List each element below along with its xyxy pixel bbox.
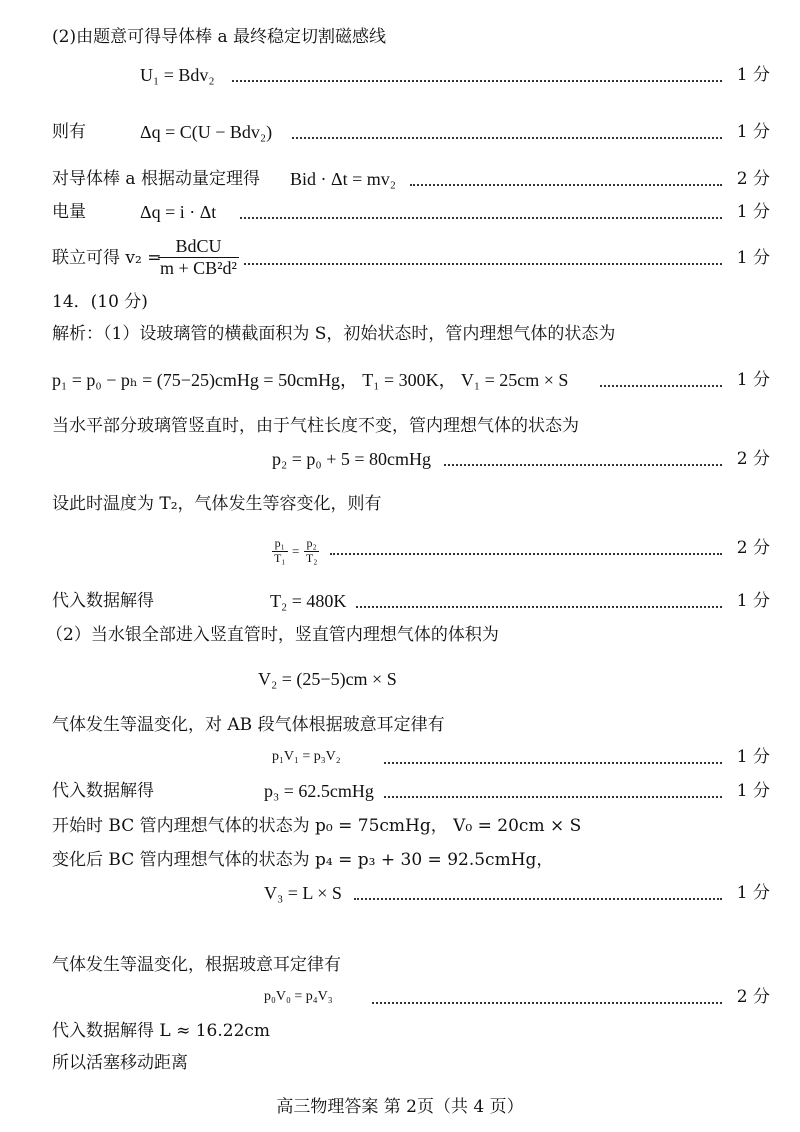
fraction-numerator: BdCU xyxy=(158,236,239,258)
text-line xyxy=(0,710,800,740)
equation-line xyxy=(0,776,800,806)
formula: V₂ = (25−5)cm × S xyxy=(258,669,397,689)
dotted-leader xyxy=(600,385,722,387)
fraction-denominator: T₂ xyxy=(305,550,318,565)
line-label: 则有 xyxy=(52,122,86,142)
line-text: 当水平部分玻璃管竖直时，由于气柱长度不变，管内理想气体的状态为 xyxy=(52,416,579,436)
line-label: 联立可得 v₂ = xyxy=(52,248,162,268)
line-label: 对导体棒 a 根据动量定理得 xyxy=(52,169,260,189)
text-line xyxy=(0,411,800,441)
line-label: 代入数据解得 xyxy=(52,591,154,611)
score: 2 分 xyxy=(736,538,770,558)
dotted-leader xyxy=(410,184,722,186)
line-text: 气体发生等温变化，对 AB 段气体根据玻意耳定律有 xyxy=(52,715,445,735)
score: 2 分 xyxy=(736,987,770,1007)
text-line xyxy=(0,811,800,841)
formula: T₂ = 480K xyxy=(270,591,347,611)
score: 1 分 xyxy=(736,747,770,767)
fraction-numerator: p₂ xyxy=(304,537,320,552)
dotted-leader xyxy=(232,80,722,82)
text-line xyxy=(0,620,800,650)
equation-line xyxy=(0,535,800,579)
line-text: 所以活塞移动距离 xyxy=(52,1053,188,1073)
formula: p₂ = p₀ + 5 = 80cmHg xyxy=(272,449,431,469)
formula: Δq = C(U − Bdv₂) xyxy=(140,122,273,142)
text-line xyxy=(0,287,800,317)
dotted-leader xyxy=(244,263,722,265)
text-line xyxy=(0,22,800,52)
score: 1 分 xyxy=(736,65,770,85)
score: 1 分 xyxy=(736,122,770,142)
equation-line xyxy=(0,982,800,1012)
formula: U₁ = Bdv₂ xyxy=(140,65,215,85)
page-footer: 高三物理答案 第 2页（共 4 页） xyxy=(276,1097,524,1117)
line-text: 设此时温度为 T₂，气体发生等容变化，则有 xyxy=(52,494,382,514)
score: 1 分 xyxy=(736,248,770,268)
formula: p₀V₀ = p₄V₃ xyxy=(264,989,333,1004)
equation-line xyxy=(0,60,800,90)
text-line xyxy=(0,1048,800,1078)
line-text: (2)由题意可得导体棒 a 最终稳定切割磁感线 xyxy=(52,27,387,47)
formula: p₁ = p₀ − pₕ = (75−25)cmHg = 50cmHg， T₁ = 300K， V₁ = 25cm × S xyxy=(52,370,569,390)
dotted-leader xyxy=(444,464,722,466)
dotted-leader xyxy=(356,606,722,608)
line-label: 电量 xyxy=(52,202,86,222)
equation-line xyxy=(0,444,800,474)
dotted-leader xyxy=(330,553,722,555)
equation-line xyxy=(0,586,800,616)
dotted-leader xyxy=(384,796,722,798)
score: 1 分 xyxy=(736,781,770,801)
equation-line xyxy=(0,742,800,772)
line-text: （2）当水银全部进入竖直管时，竖直管内理想气体的体积为 xyxy=(46,625,499,645)
line-text: 变化后 BC 管内理想气体的状态为 p₄ = p₃ + 30 = 92.5cmHg， xyxy=(52,850,554,870)
equation-line xyxy=(0,164,800,194)
formula: V₃ = L × S xyxy=(264,883,342,903)
equation-line xyxy=(0,117,800,147)
question-number: 14．(10 分) xyxy=(52,292,148,312)
formula: p₃ = 62.5cmHg xyxy=(264,781,374,801)
text-line xyxy=(0,950,800,980)
equation-line xyxy=(0,197,800,227)
formula: Bid · Δt = mv₂ xyxy=(290,169,397,189)
fraction xyxy=(158,236,239,278)
line-text: 气体发生等温变化，根据玻意耳定律有 xyxy=(52,955,341,975)
text-line xyxy=(0,319,800,349)
formula: p₁V₁ = p₃V₂ xyxy=(272,749,341,764)
text-line xyxy=(0,489,800,519)
text-line xyxy=(0,845,800,875)
score: 2 分 xyxy=(736,169,770,189)
equation-line xyxy=(0,236,800,280)
dotted-leader xyxy=(240,217,722,219)
proportion-formula xyxy=(272,537,319,566)
line-text: 开始时 BC 管内理想气体的状态为 p₀ = 75cmHg， V₀ = 20cm × S xyxy=(52,816,582,836)
line-label: 代入数据解得 xyxy=(52,781,154,801)
equation-line xyxy=(0,664,800,694)
formula: Δq = i · Δt xyxy=(140,202,217,222)
equation-line xyxy=(0,365,800,395)
fraction-numerator: p₁ xyxy=(272,537,288,552)
score: 1 分 xyxy=(736,202,770,222)
text-line xyxy=(0,1016,800,1046)
dotted-leader xyxy=(384,762,722,764)
dotted-leader xyxy=(292,137,722,139)
dotted-leader xyxy=(372,1002,722,1004)
fraction-denominator: T₁ xyxy=(274,550,286,565)
line-text: 解析：（1）设玻璃管的横截面积为 S，初始状态时，管内理想气体的状态为 xyxy=(52,324,616,344)
fraction-denominator: m + CB²d² xyxy=(160,257,237,278)
score: 1 分 xyxy=(736,370,770,390)
equation-line xyxy=(0,878,800,908)
score: 2 分 xyxy=(736,449,770,469)
line-text: 代入数据解得 L ≈ 16.22cm xyxy=(52,1021,271,1041)
equals-sign: = xyxy=(292,543,300,559)
score: 1 分 xyxy=(736,883,770,903)
score: 1 分 xyxy=(736,591,770,611)
dotted-leader xyxy=(354,898,722,900)
